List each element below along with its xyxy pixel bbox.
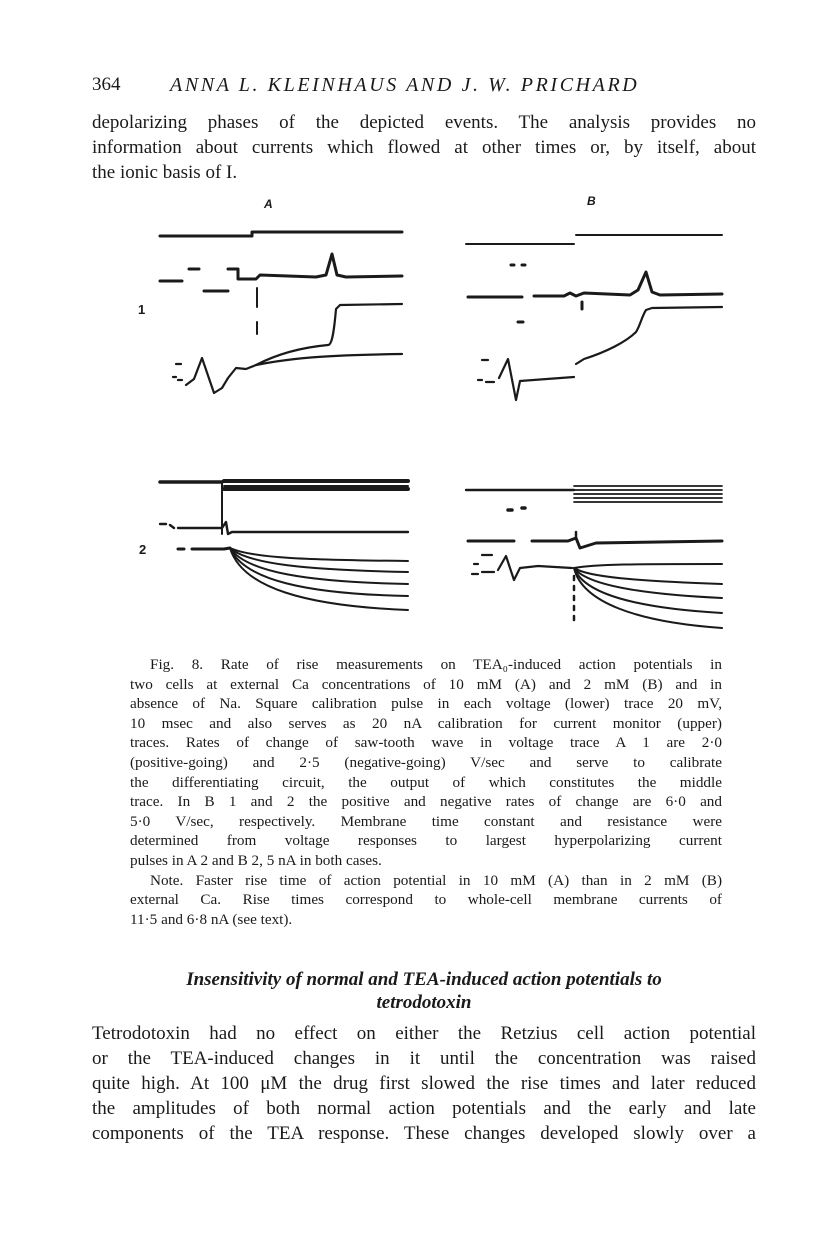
caption-line: 5·0 V/sec, respectively. Membrane time constant and resistance were	[130, 812, 722, 830]
caption-line: 10 msec and also serves as 20 nA calibration for current monitor (upper)	[130, 714, 722, 732]
a1-voltage-trace	[173, 358, 256, 393]
note-line: external Ca. Rise times correspond to whole-cell membrane currents of	[130, 891, 722, 909]
running-head: ANNA L. KLEINHAUS AND J. W. PRICHARD	[170, 74, 640, 96]
figure-8	[138, 192, 736, 640]
a1-current-trace	[160, 232, 402, 236]
caption-line: Fig. 8. Rate of rise measurements on TEA₀-induced action potentials in	[150, 656, 722, 673]
caption-line: determined from voltage responses to largest hyperpolarizing current	[130, 832, 722, 850]
b1-voltage-trace	[478, 359, 574, 400]
heading-line: tetrodotoxin	[376, 992, 472, 1013]
caption-line: trace. In B 1 and 2 the positive and negative rates of change are 6·0 and	[130, 793, 722, 811]
b2-voltage-1	[574, 564, 722, 568]
oscilloscope-traces	[138, 192, 736, 640]
caption-line: traces. Rates of change of saw-tooth wave in voltage trace A 1 are 2·0	[130, 734, 722, 752]
b1-action-potential	[576, 307, 722, 364]
heading-line: Insensitivity of normal and TEA-induced action potentials to	[186, 969, 662, 990]
a1-differentiator-trace	[160, 254, 402, 291]
b1-differentiator-trace	[468, 272, 722, 297]
note-line: 11·5 and 6·8 nA (see text).	[130, 910, 293, 928]
text-line: the amplitudes of both normal action potentials and the early and late	[92, 1098, 756, 1119]
text-line: components of the TEA response. These changes developed slowly over a	[92, 1123, 756, 1144]
text-line: information about currents which flowed at other times or, by itself, about	[92, 137, 756, 158]
caption-line: two cells at external Ca concentrations of 10 mM (A) and 2 mM (B) and in	[130, 675, 722, 693]
caption-line: (positive-going) and 2·5 (negative-going) V/sec and serve to calibrate	[130, 753, 722, 771]
b2-voltage-5	[574, 568, 722, 628]
text-line: the ionic basis of I.	[92, 162, 238, 183]
b1-marks	[518, 302, 582, 322]
b1-current-trace	[466, 235, 722, 244]
b2-dots	[508, 508, 525, 510]
note-line: Note. Faster rise time of action potential in 10 mM (A) than in 2 mM (B)	[150, 871, 722, 889]
page-number: 364	[92, 74, 121, 95]
row-label-2: 2	[139, 542, 147, 557]
panel-label-b: B	[587, 194, 596, 208]
caption-line: pulses in A 2 and B 2, 5 nA in both cases.	[130, 851, 382, 869]
text-line: quite high. At 100 μM the drug first slowed the rise times and later reduced	[92, 1073, 756, 1094]
body-paragraph	[92, 1021, 756, 1146]
b2-differentiator-trace	[468, 538, 722, 548]
section-heading	[92, 968, 756, 1014]
b2-current-steps	[574, 486, 722, 502]
panel-label-a: A	[264, 197, 273, 211]
text-line: or the TEA-induced changes in it until the concentration was raised	[92, 1048, 756, 1069]
page-header	[92, 74, 756, 104]
figure-caption	[130, 655, 722, 929]
b2-voltage-trace	[472, 555, 572, 580]
text-line: Tetrodotoxin had no effect on either the Retzius cell action potential	[92, 1023, 756, 1044]
caption-line: the differentiating circuit, the output of which constitutes the middle	[130, 773, 722, 791]
text-line: depolarizing phases of the depicted events. The analysis provides no	[92, 112, 756, 133]
caption-line: absence of Na. Square calibration pulse in each voltage (lower) trace 20 mV,	[130, 695, 722, 713]
intro-paragraph	[92, 110, 756, 185]
row-label-1: 1	[138, 302, 146, 317]
a2-baseline	[178, 548, 230, 549]
a2-differentiator-trace	[160, 522, 408, 534]
